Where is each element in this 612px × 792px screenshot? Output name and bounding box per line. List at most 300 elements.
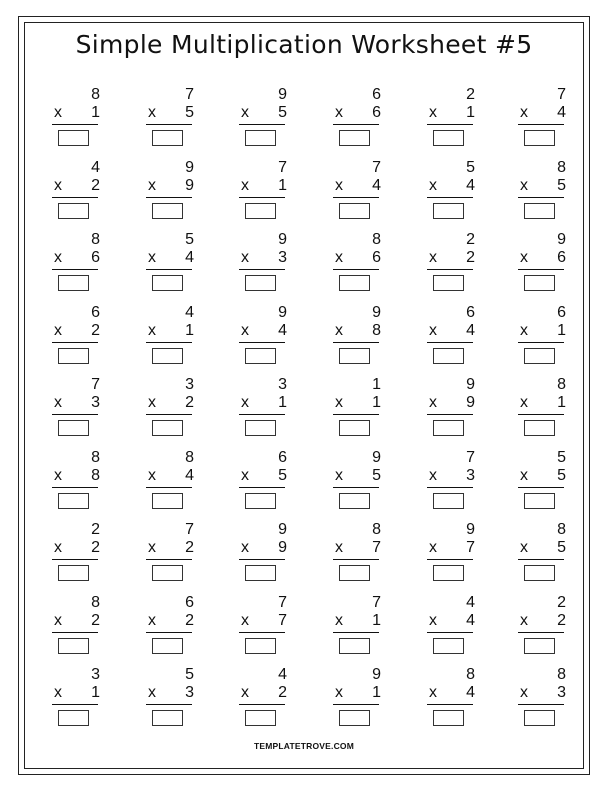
multiplicand: 9	[278, 86, 287, 103]
multiplier: 9	[278, 539, 287, 556]
answer-box[interactable]	[433, 275, 464, 291]
multiplicand: 8	[557, 158, 566, 176]
answer-box[interactable]	[339, 275, 370, 291]
answer-line	[239, 559, 285, 560]
multiplication-problem	[429, 594, 489, 660]
multiplier: 6	[91, 249, 100, 266]
multiplication-problem	[520, 86, 580, 152]
multiplication-problem	[148, 666, 208, 732]
answer-box[interactable]	[433, 493, 464, 509]
answer-box[interactable]	[339, 130, 370, 146]
multiplication-problem	[429, 86, 489, 152]
operator-sign: x	[335, 394, 343, 411]
answer-line	[518, 559, 564, 560]
answer-box[interactable]	[152, 130, 183, 146]
answer-box[interactable]	[58, 130, 89, 146]
answer-box[interactable]	[524, 493, 555, 509]
multiplicand: 9	[557, 231, 566, 248]
operator-sign: x	[148, 176, 156, 194]
multiplication-problem	[148, 376, 208, 442]
answer-box[interactable]	[524, 565, 555, 581]
multiplier: 5	[278, 104, 287, 121]
answer-line	[333, 124, 379, 125]
multiplier: 2	[185, 611, 194, 629]
answer-box[interactable]	[433, 348, 464, 364]
multiplicand: 9	[372, 448, 381, 466]
multiplication-problem	[54, 304, 114, 370]
answer-line	[52, 632, 98, 633]
multiplicand: 9	[278, 303, 287, 321]
operator-sign: x	[241, 249, 249, 266]
operator-sign: x	[520, 539, 528, 556]
answer-line	[239, 269, 285, 270]
answer-box[interactable]	[152, 710, 183, 726]
multiplier: 4	[466, 321, 475, 339]
multiplier: 2	[91, 176, 100, 194]
answer-line	[52, 487, 98, 488]
operator-sign: x	[54, 394, 62, 411]
multiplicand: 8	[557, 376, 566, 393]
multiplier: 2	[466, 249, 475, 266]
multiplication-problem	[429, 231, 489, 297]
answer-line	[427, 632, 473, 633]
answer-line	[333, 487, 379, 488]
answer-box[interactable]	[58, 565, 89, 581]
answer-box[interactable]	[524, 348, 555, 364]
operator-sign: x	[520, 684, 528, 701]
multiplication-problem	[429, 666, 489, 732]
operator-sign: x	[429, 176, 437, 194]
multiplicand: 8	[372, 521, 381, 538]
multiplication-problem	[241, 594, 301, 660]
multiplication-problem	[520, 666, 580, 732]
multiplicand: 7	[278, 593, 287, 611]
multiplicand: 9	[278, 231, 287, 248]
operator-sign: x	[429, 321, 437, 339]
multiplicand: 9	[185, 158, 194, 176]
multiplication-problem	[148, 304, 208, 370]
answer-box[interactable]	[433, 710, 464, 726]
multiplication-problem	[429, 304, 489, 370]
operator-sign: x	[54, 466, 62, 484]
multiplicand: 8	[557, 666, 566, 683]
multiplicand: 8	[91, 231, 100, 248]
multiplicand: 5	[466, 158, 475, 176]
multiplicand: 7	[91, 376, 100, 393]
multiplication-problem	[241, 449, 301, 515]
multiplication-problem	[54, 159, 114, 225]
operator-sign: x	[241, 539, 249, 556]
answer-box[interactable]	[245, 565, 276, 581]
answer-box[interactable]	[433, 203, 464, 219]
multiplier: 7	[372, 539, 381, 556]
multiplicand: 9	[466, 376, 475, 393]
multiplier: 7	[466, 539, 475, 556]
multiplication-problem	[335, 304, 395, 370]
multiplication-problem	[429, 159, 489, 225]
multiplier: 1	[278, 176, 287, 194]
answer-box[interactable]	[58, 203, 89, 219]
multiplicand: 7	[185, 521, 194, 538]
multiplication-problem	[54, 231, 114, 297]
operator-sign: x	[335, 539, 343, 556]
answer-box[interactable]	[58, 710, 89, 726]
operator-sign: x	[54, 249, 62, 266]
answer-box[interactable]	[339, 638, 370, 654]
multiplication-problem	[429, 521, 489, 587]
answer-line	[146, 414, 192, 415]
answer-line	[146, 342, 192, 343]
operator-sign: x	[520, 249, 528, 266]
answer-box[interactable]	[152, 565, 183, 581]
answer-line	[427, 414, 473, 415]
multiplication-problem	[148, 86, 208, 152]
answer-box[interactable]	[152, 348, 183, 364]
multiplier: 3	[185, 684, 194, 701]
multiplicand: 8	[372, 231, 381, 248]
operator-sign: x	[335, 321, 343, 339]
answer-box[interactable]	[152, 275, 183, 291]
multiplier: 1	[372, 394, 381, 411]
answer-box[interactable]	[339, 710, 370, 726]
answer-line	[239, 197, 285, 198]
operator-sign: x	[241, 684, 249, 701]
answer-box[interactable]	[433, 565, 464, 581]
answer-box[interactable]	[524, 203, 555, 219]
answer-line	[518, 342, 564, 343]
answer-box[interactable]	[524, 130, 555, 146]
answer-box[interactable]	[524, 420, 555, 436]
multiplication-problem	[429, 376, 489, 442]
multiplication-problem	[54, 86, 114, 152]
answer-box[interactable]	[524, 638, 555, 654]
answer-box[interactable]	[245, 348, 276, 364]
multiplication-problem	[335, 86, 395, 152]
multiplicand: 9	[372, 666, 381, 683]
answer-line	[52, 269, 98, 270]
answer-box[interactable]	[245, 203, 276, 219]
multiplier: 6	[557, 249, 566, 266]
multiplication-problem	[54, 594, 114, 660]
operator-sign: x	[148, 611, 156, 629]
operator-sign: x	[520, 104, 528, 121]
multiplier: 4	[278, 321, 287, 339]
multiplication-problem	[148, 449, 208, 515]
multiplication-problem	[520, 159, 580, 225]
multiplication-problem	[335, 521, 395, 587]
operator-sign: x	[429, 684, 437, 701]
answer-line	[518, 632, 564, 633]
multiplicand: 7	[557, 86, 566, 103]
multiplier: 1	[466, 104, 475, 121]
operator-sign: x	[148, 394, 156, 411]
multiplication-problem	[335, 376, 395, 442]
multiplier: 4	[557, 104, 566, 121]
operator-sign: x	[335, 466, 343, 484]
multiplier: 8	[372, 321, 381, 339]
answer-line	[146, 124, 192, 125]
multiplicand: 2	[466, 86, 475, 103]
multiplier: 6	[372, 249, 381, 266]
multiplier: 2	[91, 321, 100, 339]
multiplication-problem	[241, 231, 301, 297]
operator-sign: x	[335, 611, 343, 629]
answer-line	[146, 559, 192, 560]
multiplicand: 7	[278, 158, 287, 176]
operator-sign: x	[148, 539, 156, 556]
multiplication-problem	[335, 666, 395, 732]
answer-box[interactable]	[58, 638, 89, 654]
multiplication-problem	[54, 666, 114, 732]
multiplicand: 8	[91, 448, 100, 466]
operator-sign: x	[520, 176, 528, 194]
answer-line	[427, 269, 473, 270]
answer-line	[427, 559, 473, 560]
answer-line	[52, 342, 98, 343]
multiplication-problem	[148, 231, 208, 297]
multiplicand: 9	[372, 303, 381, 321]
multiplication-problem	[520, 304, 580, 370]
answer-line	[239, 487, 285, 488]
answer-line	[239, 632, 285, 633]
multiplier: 5	[557, 466, 566, 484]
answer-box[interactable]	[245, 493, 276, 509]
multiplier: 2	[91, 539, 100, 556]
operator-sign: x	[520, 394, 528, 411]
answer-line	[427, 342, 473, 343]
multiplier: 1	[557, 321, 566, 339]
multiplier: 5	[557, 176, 566, 194]
answer-box[interactable]	[433, 130, 464, 146]
answer-box[interactable]	[245, 710, 276, 726]
multiplicand: 1	[372, 376, 381, 393]
multiplication-problem	[54, 376, 114, 442]
operator-sign: x	[335, 176, 343, 194]
multiplier: 1	[557, 394, 566, 411]
multiplicand: 7	[185, 86, 194, 103]
multiplicand: 5	[185, 666, 194, 683]
answer-line	[146, 269, 192, 270]
operator-sign: x	[241, 176, 249, 194]
multiplication-problem	[148, 159, 208, 225]
answer-line	[333, 414, 379, 415]
multiplier: 3	[278, 249, 287, 266]
answer-line	[146, 197, 192, 198]
answer-box[interactable]	[433, 420, 464, 436]
answer-box[interactable]	[58, 275, 89, 291]
multiplication-problem	[429, 449, 489, 515]
operator-sign: x	[54, 611, 62, 629]
multiplier: 7	[278, 611, 287, 629]
multiplicand: 4	[278, 666, 287, 683]
multiplication-problem	[54, 449, 114, 515]
multiplicand: 7	[466, 448, 475, 466]
multiplicand: 6	[372, 86, 381, 103]
answer-line	[239, 704, 285, 705]
operator-sign: x	[54, 104, 62, 121]
operator-sign: x	[429, 539, 437, 556]
answer-line	[52, 124, 98, 125]
multiplicand: 6	[466, 303, 475, 321]
answer-line	[333, 342, 379, 343]
multiplier: 1	[278, 394, 287, 411]
operator-sign: x	[148, 104, 156, 121]
operator-sign: x	[429, 611, 437, 629]
multiplier: 1	[91, 684, 100, 701]
multiplicand: 2	[91, 521, 100, 538]
answer-box[interactable]	[152, 203, 183, 219]
multiplier: 5	[185, 104, 194, 121]
answer-box[interactable]	[433, 638, 464, 654]
answer-line	[333, 559, 379, 560]
multiplicand: 4	[466, 593, 475, 611]
answer-line	[146, 632, 192, 633]
multiplicand: 9	[278, 521, 287, 538]
operator-sign: x	[429, 249, 437, 266]
answer-box[interactable]	[245, 420, 276, 436]
answer-line	[52, 197, 98, 198]
multiplier: 5	[278, 466, 287, 484]
answer-line	[239, 124, 285, 125]
multiplier: 4	[466, 611, 475, 629]
answer-line	[52, 704, 98, 705]
operator-sign: x	[54, 539, 62, 556]
operator-sign: x	[335, 684, 343, 701]
answer-line	[518, 269, 564, 270]
answer-line	[333, 632, 379, 633]
multiplier: 6	[372, 104, 381, 121]
multiplier: 1	[91, 104, 100, 121]
multiplication-problem	[520, 231, 580, 297]
multiplier: 8	[91, 466, 100, 484]
answer-line	[333, 269, 379, 270]
multiplier: 9	[185, 176, 194, 194]
answer-box[interactable]	[245, 638, 276, 654]
operator-sign: x	[241, 611, 249, 629]
multiplier: 1	[372, 684, 381, 701]
footer-credit: TEMPLATETROVE.COM	[253, 741, 355, 751]
multiplication-problem	[241, 304, 301, 370]
operator-sign: x	[54, 321, 62, 339]
answer-box[interactable]	[152, 638, 183, 654]
multiplication-problem	[241, 376, 301, 442]
multiplicand: 2	[557, 593, 566, 611]
multiplicand: 8	[91, 593, 100, 611]
answer-box[interactable]	[58, 348, 89, 364]
answer-line	[239, 414, 285, 415]
multiplication-problem	[335, 449, 395, 515]
answer-line	[52, 414, 98, 415]
multiplier: 1	[372, 611, 381, 629]
multiplicand: 4	[185, 303, 194, 321]
operator-sign: x	[335, 249, 343, 266]
answer-line	[427, 197, 473, 198]
operator-sign: x	[429, 394, 437, 411]
answer-box[interactable]	[339, 203, 370, 219]
answer-line	[146, 704, 192, 705]
operator-sign: x	[335, 104, 343, 121]
multiplier: 4	[466, 684, 475, 701]
operator-sign: x	[241, 466, 249, 484]
answer-line	[333, 704, 379, 705]
multiplicand: 3	[185, 376, 194, 393]
multiplicand: 6	[185, 593, 194, 611]
multiplicand: 4	[91, 158, 100, 176]
multiplicand: 8	[185, 448, 194, 466]
multiplicand: 6	[557, 303, 566, 321]
answer-box[interactable]	[339, 348, 370, 364]
answer-box[interactable]	[245, 275, 276, 291]
operator-sign: x	[148, 321, 156, 339]
answer-box[interactable]	[245, 130, 276, 146]
answer-box[interactable]	[152, 493, 183, 509]
answer-box[interactable]	[152, 420, 183, 436]
multiplier: 4	[185, 466, 194, 484]
multiplier: 2	[278, 684, 287, 701]
worksheet-title: Simple Multiplication Worksheet #5	[75, 30, 533, 59]
multiplier: 3	[91, 394, 100, 411]
operator-sign: x	[54, 684, 62, 701]
answer-box[interactable]	[339, 565, 370, 581]
multiplicand: 8	[91, 86, 100, 103]
multiplier: 3	[557, 684, 566, 701]
answer-line	[518, 414, 564, 415]
multiplier: 2	[185, 394, 194, 411]
multiplier: 2	[557, 611, 566, 629]
operator-sign: x	[54, 176, 62, 194]
operator-sign: x	[241, 394, 249, 411]
multiplication-problem	[148, 521, 208, 587]
multiplicand: 7	[372, 158, 381, 176]
multiplier: 2	[185, 539, 194, 556]
multiplication-problem	[520, 376, 580, 442]
operator-sign: x	[148, 466, 156, 484]
multiplicand: 3	[91, 666, 100, 683]
answer-line	[427, 487, 473, 488]
multiplicand: 8	[466, 666, 475, 683]
multiplication-problem	[241, 159, 301, 225]
multiplier: 3	[466, 466, 475, 484]
multiplier: 4	[466, 176, 475, 194]
answer-box[interactable]	[339, 420, 370, 436]
operator-sign: x	[429, 466, 437, 484]
multiplication-problem	[54, 521, 114, 587]
answer-box[interactable]	[58, 420, 89, 436]
answer-line	[518, 704, 564, 705]
answer-line	[518, 197, 564, 198]
multiplicand: 3	[278, 376, 287, 393]
answer-box[interactable]	[524, 275, 555, 291]
multiplier: 4	[185, 249, 194, 266]
answer-box[interactable]	[524, 710, 555, 726]
multiplier: 5	[557, 539, 566, 556]
answer-line	[518, 487, 564, 488]
multiplication-problem	[241, 666, 301, 732]
multiplication-problem	[335, 594, 395, 660]
multiplicand: 6	[91, 303, 100, 321]
multiplicand: 8	[557, 521, 566, 538]
multiplier: 2	[91, 611, 100, 629]
multiplication-problem	[335, 159, 395, 225]
multiplication-problem	[520, 449, 580, 515]
multiplier: 1	[185, 321, 194, 339]
answer-box[interactable]	[58, 493, 89, 509]
multiplier: 5	[372, 466, 381, 484]
answer-line	[333, 197, 379, 198]
answer-box[interactable]	[339, 493, 370, 509]
answer-line	[146, 487, 192, 488]
multiplicand: 7	[372, 593, 381, 611]
